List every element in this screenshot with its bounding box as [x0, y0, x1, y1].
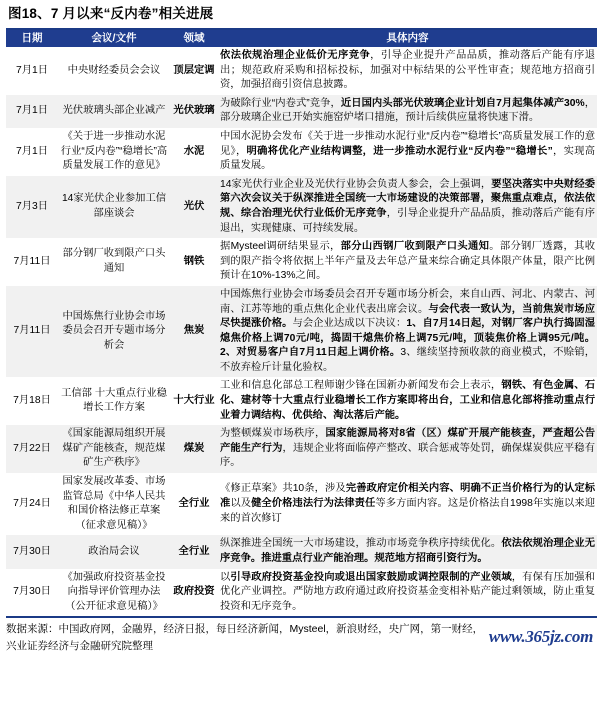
cell-document: 国家发展改革委、市场监管总局《中华人民共和国价格法修正草案（征求意见稿）》 [58, 473, 170, 535]
cell-field: 水泥 [170, 128, 218, 176]
figure-title: 图18、7 月以来“反内卷”相关进展 [8, 6, 214, 21]
table-row [6, 95, 597, 128]
table-row [6, 473, 597, 535]
source-note [6, 618, 597, 655]
source-line-1: 数据来源：中国政府网，金融界，经济日报，每日经济新闻，Mysteel，新浪财经，央广网，第一财经， [6, 623, 484, 636]
cell-detail: 依法依规治理企业低价无序竞争，引导企业提升产品品质，推动落后产能有序退出；规范政府采购和招标投标，加强对中标结果的公平性审查；规范地方招商引资，加强招商引资信息披露。 [218, 47, 597, 95]
table-row [6, 176, 597, 238]
table-row [6, 47, 597, 95]
cell-field: 钢铁 [170, 238, 218, 286]
table-row [6, 569, 597, 618]
cell-field: 焦炭 [170, 286, 218, 378]
table-row [6, 128, 597, 176]
cell-date: 7月1日 [6, 128, 58, 176]
column-header-document: 会议/文件 [58, 29, 170, 47]
cell-field: 煤炭 [170, 425, 218, 473]
cell-date: 7月1日 [6, 95, 58, 128]
source-line-2: 兴业证券经济与金融研究院整理 [6, 640, 153, 653]
progress-table [6, 28, 597, 618]
cell-detail: 以引导政府投资基金投向或退出国家鼓励或调控限制的产业领域，有保有压加强和优化产业调控。严防地方政府通过政府投资基金变相补贴产能过剩领域，防止重复投资和无序竞争。 [218, 569, 597, 618]
table-row [6, 238, 597, 286]
cell-detail: 纵深推进全国统一大市场建设，推动市场竞争秩序持续优化。依法依规治理企业无序竞争。推进重点行业产能治理。规范地方招商引资行为。 [218, 535, 597, 568]
cell-date: 7月30日 [6, 569, 58, 618]
cell-field: 光伏玻璃 [170, 95, 218, 128]
cell-date: 7月24日 [6, 473, 58, 535]
cell-detail: 为破除行业“内卷式”竞争，近日国内头部光伏玻璃企业计划自7月起集体减产30%，部分玻璃企业已开始实施窑炉堵口措施，预计后续供应量将快速下滑。 [218, 95, 597, 128]
cell-document: 中国炼焦行业协会市场委员会召开专题市场分析会 [58, 286, 170, 378]
cell-detail: 为整顿煤炭市场秩序，国家能源局将对8省（区）煤矿开展产能核查，严查超公告产能生产行为，违规企业将面临停产整改、联合惩戒等处罚，确保煤炭供应平稳有序。 [218, 425, 597, 473]
cell-document: 中央财经委员会会议 [58, 47, 170, 95]
cell-field: 十大行业 [170, 377, 218, 425]
cell-detail: 据Mysteel调研结果显示，部分山西钢厂收到限产口头通知。部分钢厂透露，其收到的限产指令将依据上半年产量及去年总产量来综合确定具体限产体量，限产比例预计在10%-13%之间。 [218, 238, 597, 286]
table-header-row [6, 29, 597, 47]
cell-date: 7月22日 [6, 425, 58, 473]
cell-field: 政府投资 [170, 569, 218, 618]
cell-date: 7月1日 [6, 47, 58, 95]
column-header-detail: 具体内容 [218, 29, 597, 47]
watermark: www.365jz.com [488, 627, 593, 647]
table-row [6, 535, 597, 568]
cell-detail: 中国水泥协会发布《关于进一步推动水泥行业“反内卷”“稳增长”高质量发展工作的意见》，明确将优化产业结构调整，进一步推动水泥行业“反内卷”“稳增长”，实现高质量发展。 [218, 128, 597, 176]
cell-document: 部分钢厂收到限产口头通知 [58, 238, 170, 286]
cell-date: 7月18日 [6, 377, 58, 425]
cell-document: 《关于进一步推动水泥行业“反内卷”“稳增长”高质量发展工作的意见》 [58, 128, 170, 176]
cell-document: 《国家能源局组织开展煤矿产能核查，规范煤矿生产秩序》 [58, 425, 170, 473]
cell-detail: 工业和信息化部总工程师谢少锋在国新办新闻发布会上表示，钢铁、有色金属、石化、建材等十大重点行业稳增长工作方案即将出台，工业和信息化部将推动重点行业着力调结构、优供给、淘汰落后产能。 [218, 377, 597, 425]
cell-detail: 中国炼焦行业协会市场委员会召开专题市场分析会，来自山西、河北、内蒙古、河南、江苏等地的重点焦化企业代表出席会议。与会代表一致认为，当前焦炭市场应尽快提涨价格。与会企业达成以下决议：1、自7月14日起，对钢厂客户执行捣固湿熄焦价格上调70元/吨，捣固干熄焦价格上调75元/吨，顶装焦价格上调95元/吨。2、对贸易客户自7月11日起上调价格。3、继续坚持预收款的商业模式，不赊销，不放弃检斤计量化验权。 [218, 286, 597, 378]
cell-field: 全行业 [170, 473, 218, 535]
cell-detail: 14家光伏行业企业及光伏行业协会负责人参会，会上强调，要坚决落实中央财经委第六次会议关于纵深推进全国统一大市场建设的决策部署，聚焦重点难点，依法依规、综合治理光伏行业低价无序竞争，引导企业提升产品品质，推动落后产能有序退出，实现健康、可持续发展。 [218, 176, 597, 238]
column-header-date: 日期 [6, 29, 58, 47]
cell-date: 7月11日 [6, 286, 58, 378]
cell-field: 光伏 [170, 176, 218, 238]
cell-date: 7月30日 [6, 535, 58, 568]
table-row [6, 425, 597, 473]
table-row [6, 377, 597, 425]
table-row [6, 286, 597, 378]
cell-field: 全行业 [170, 535, 218, 568]
cell-date: 7月3日 [6, 176, 58, 238]
cell-document: 光伏玻璃头部企业减产 [58, 95, 170, 128]
table-body [6, 47, 597, 617]
cell-document: 14家光伏企业参加工信部座谈会 [58, 176, 170, 238]
table-header [6, 29, 597, 47]
column-header-field: 领域 [170, 29, 218, 47]
cell-document: 《加强政府投资基金投向指导评价管理办法（公开征求意见稿）》 [58, 569, 170, 618]
cell-date: 7月11日 [6, 238, 58, 286]
cell-field: 顶层定调 [170, 47, 218, 95]
cell-document: 政治局会议 [58, 535, 170, 568]
cell-document: 工信部 十大重点行业稳增长工作方案 [58, 377, 170, 425]
cell-detail: 《修正草案》共10条，涉及完善政府定价相关内容、明确不正当价格行为的认定标准以及健全价格违法行为法律责任等多方面内容。这是价格法自1998年实施以来迎来的首次修订 [218, 473, 597, 535]
